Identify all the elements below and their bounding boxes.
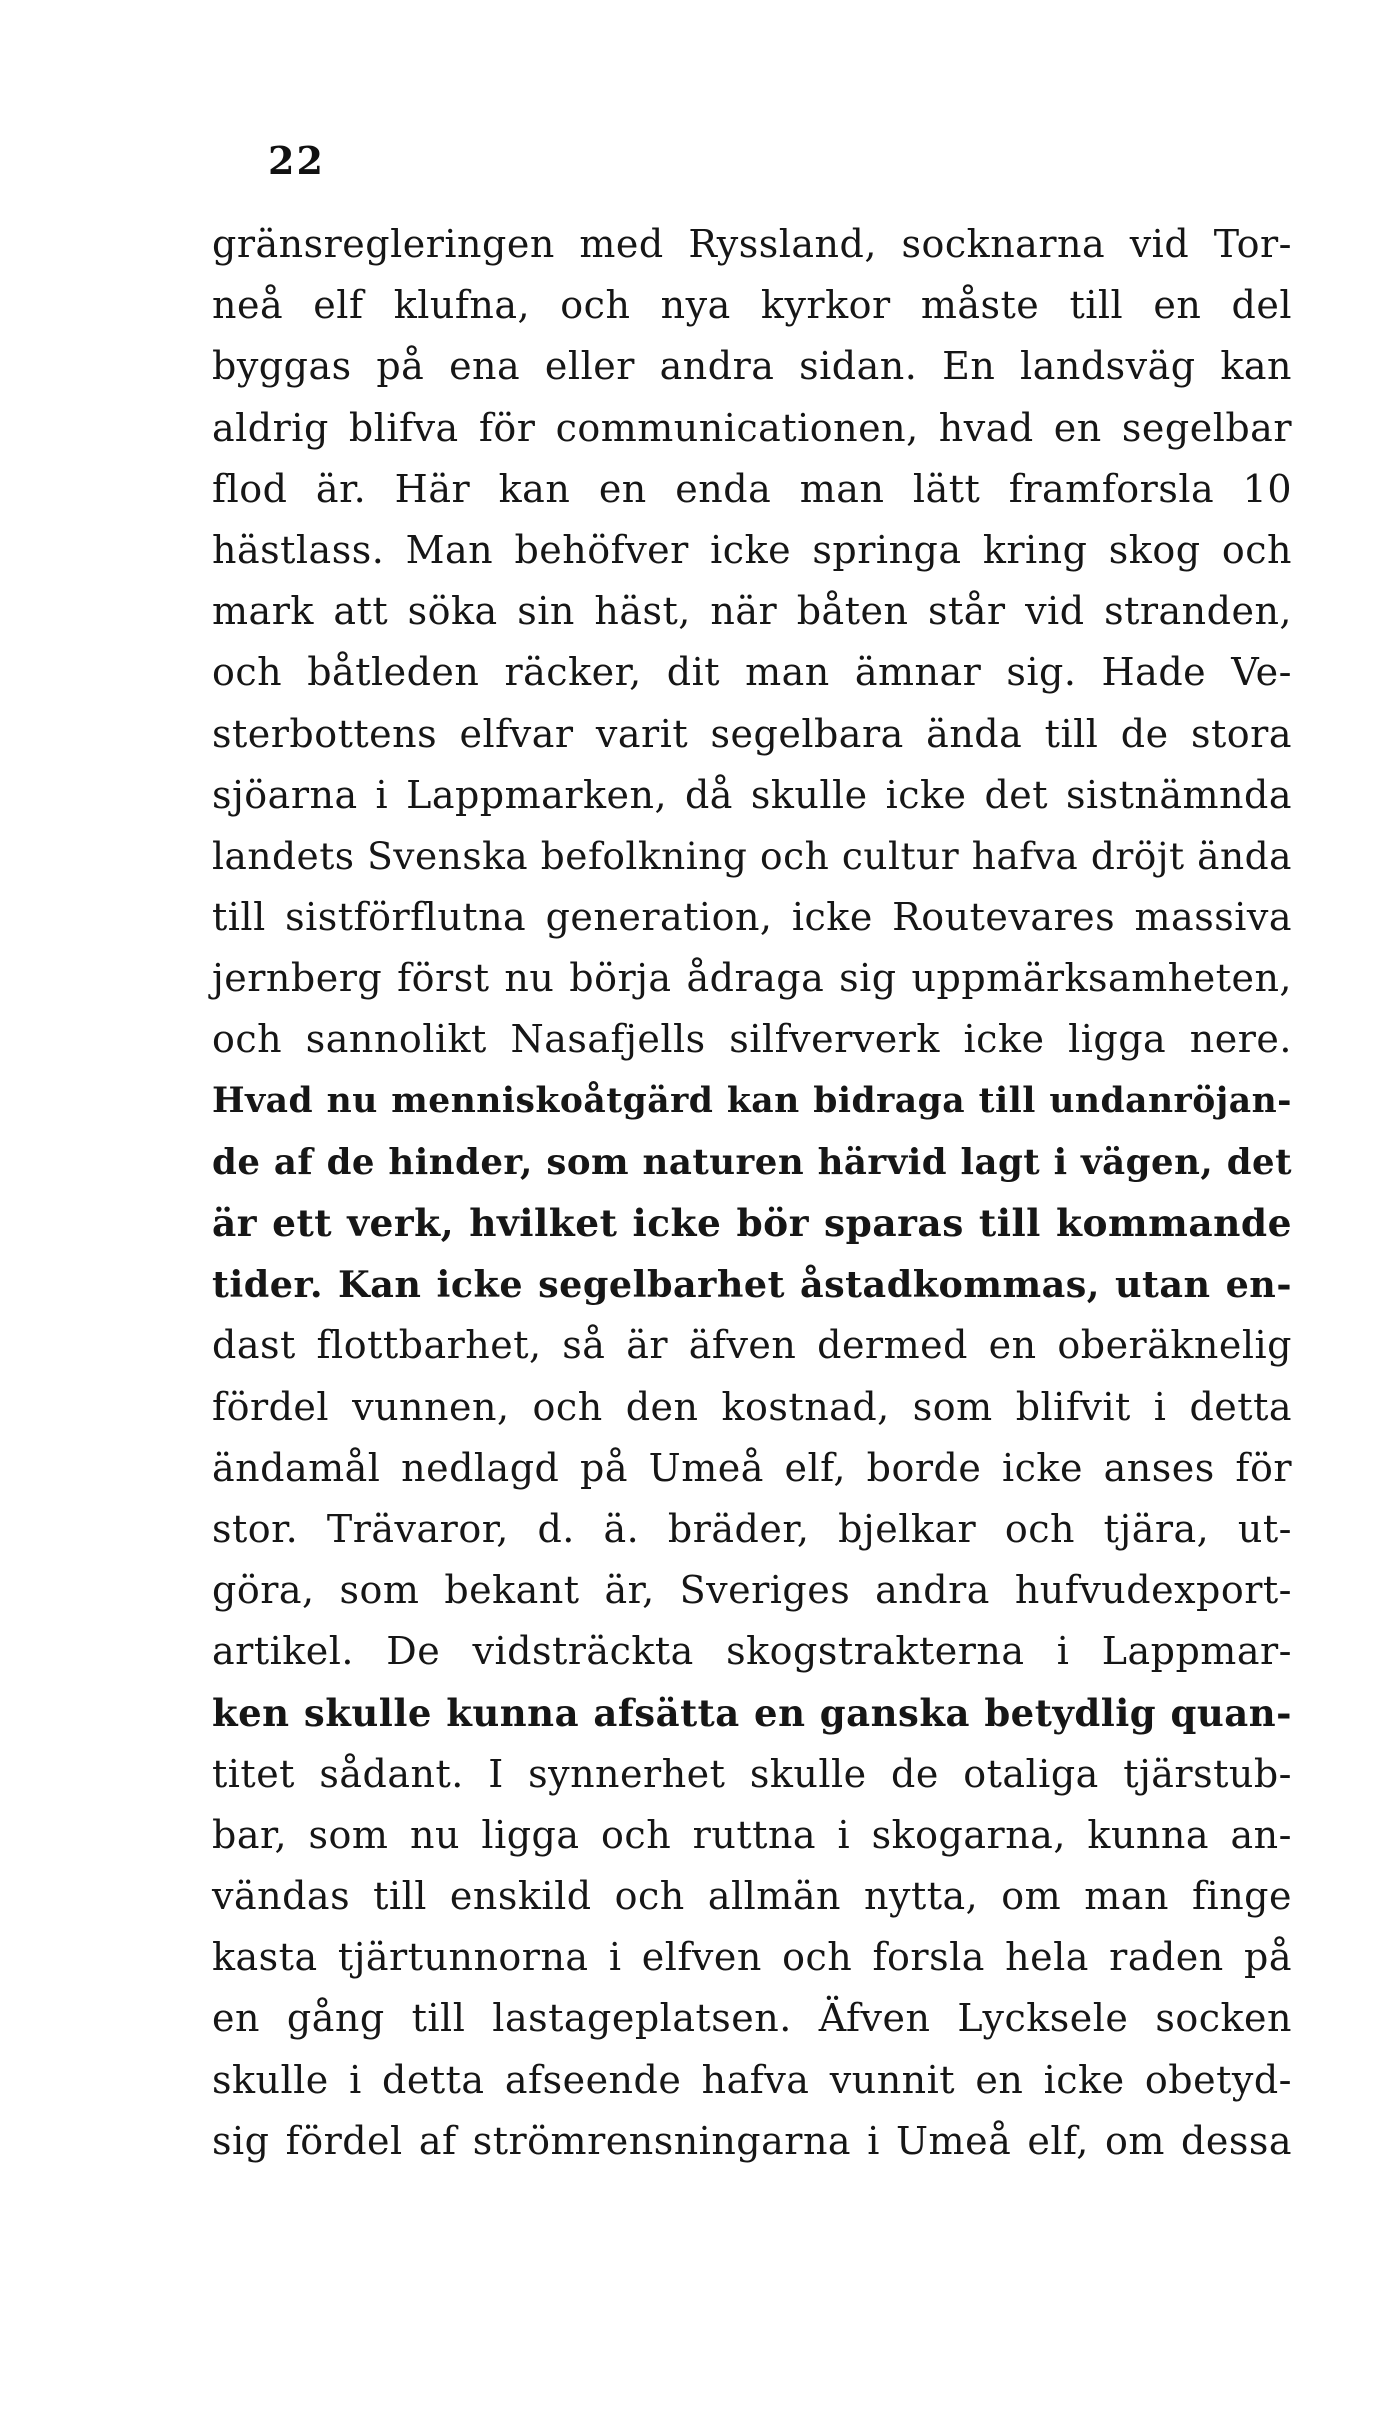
text-line-14: och sannolikt Nasafjells silfververk icke ligga nere. (212, 1017, 1292, 1062)
text-line-15: Hvad nu menniskoåtgärd kan bidraga till undanröjan- (212, 1080, 1292, 1121)
text-line-28: vändas till enskild och allmän nytta, om man finge (212, 1874, 1292, 1919)
text-line-29: kasta tjärtunnorna i elfven och forsla hela raden på (212, 1935, 1292, 1980)
text-line-8: och båtleden räcker, dit man ämnar sig. Hade Ve- (212, 650, 1292, 695)
text-line-21: ändamål nedlagd på Umeå elf, borde icke anses för (212, 1445, 1292, 1490)
text-line-26: titet sådant. I synnerhet skulle de otaliga tjärstub- (212, 1751, 1292, 1796)
text-line-13: jernberg först nu börja ådraga sig uppmärksamheten, (212, 956, 1292, 1001)
text-line-22: stor. Trävaror, d. ä. bräder, bjelkar och tjära, ut- (212, 1506, 1292, 1551)
text-line-32: sig fördel af strömrensningarna i Umeå elf, om dessa (212, 2118, 1292, 2163)
text-line-5: flod är. Här kan en enda man lätt framforsla 10 (212, 466, 1292, 511)
text-line-30: en gång till lastageplatsen. Äfven Lycksele socken (212, 1996, 1292, 2041)
text-line-23: göra, som bekant är, Sveriges andra hufvudexport- (212, 1568, 1292, 1613)
text-line-3: byggas på ena eller andra sidan. En landsväg kan (212, 344, 1292, 389)
text-line-2: neå elf klufna, och nya kyrkor måste till en del (212, 283, 1292, 328)
text-line-7: mark att söka sin häst, när båten står vid stranden, (212, 589, 1292, 634)
text-line-16: de af de hinder, som naturen härvid lagt i vägen, det (212, 1141, 1292, 1183)
text-line-10: sjöarna i Lappmarken, då skulle icke det sistnämnda (212, 772, 1292, 817)
text-line-4: aldrig blifva för communicationen, hvad en segelbar (212, 405, 1292, 450)
text-line-11: landets Svenska befolkning och cultur hafva dröjt ända (212, 833, 1292, 878)
page-number: 22 (268, 138, 325, 183)
text-line-9: sterbottens elfvar varit segelbara ända till de stora (212, 711, 1292, 756)
text-line-20: fördel vunnen, och den kostnad, som blifvit i detta (212, 1384, 1292, 1429)
text-line-24: artikel. De vidsträckta skogstrakterna i Lappmar- (212, 1629, 1292, 1674)
text-line-31: skulle i detta afseende hafva vunnit en icke obetyd- (212, 2057, 1292, 2102)
text-line-6: hästlass. Man behöfver icke springa kring skog och (212, 527, 1292, 572)
text-line-12: till sistförflutna generation, icke Routevares massiva (212, 895, 1292, 940)
text-line-17: är ett verk, hvilket icke bör sparas till kommande (212, 1201, 1292, 1245)
text-line-27: bar, som nu ligga och ruttna i skogarna, kunna an- (212, 1812, 1292, 1857)
text-line-19: dast flottbarhet, så är äfven dermed en oberäknelig (212, 1323, 1292, 1368)
text-line-1: gränsregleringen med Ryssland, socknarna vid Tor- (212, 222, 1292, 266)
body-text (212, 214, 1292, 2172)
text-line-18: tider. Kan icke segelbarhet åstadkommas, utan en- (212, 1263, 1292, 1307)
text-line-25: ken skulle kunna afsätta en ganska betydlig quan- (212, 1690, 1292, 1735)
